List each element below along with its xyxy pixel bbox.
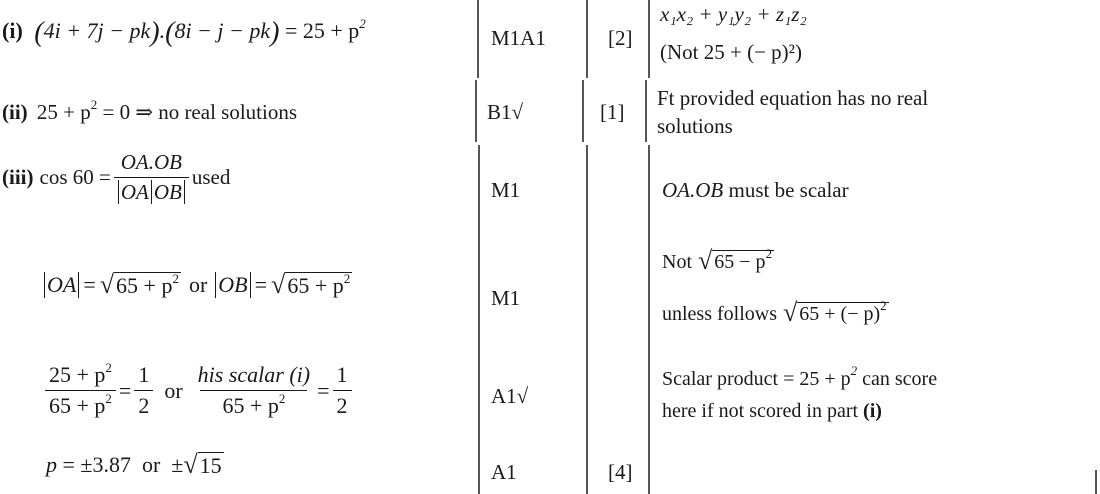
guidance-line-2: (Not 25 + (− p)²): [660, 40, 802, 64]
guidance-line-1: Scalar product = $25 + p^2$ can score: [662, 363, 938, 390]
mark-cell: M1: [491, 178, 521, 202]
fraction: $\frac{\text{his scalar (i)}}{65 + p^2}$: [197, 362, 311, 418]
answer-row-ii: (ii) $25 + p^2 = 0$ ⇒ no real solutions: [2, 97, 298, 124]
column-divider: [586, 0, 588, 78]
total-cell: [1]: [600, 100, 625, 124]
answer-ratio: $\frac{25 + p^2}{65 + p^2}$ = $\frac{1}{2}$ or $\frac{\text{his scalar (i)}}{65 + p^2}$ = $\frac{1}{2}$: [42, 362, 355, 419]
guidance-line-1: OA.OB must be scalar: [662, 178, 849, 202]
column-divider: [478, 145, 480, 494]
column-divider: [586, 145, 588, 494]
mark-cell: M1: [491, 286, 521, 310]
answer-final: p = ±3.87 or ± √ 15: [46, 450, 222, 480]
guidance-line-1: Ft provided equation has no real: [657, 86, 929, 110]
answer-expression: (4i + 7j − pk).(8i − j − pk): [34, 17, 280, 48]
guidance-line-2: here if not scored in part (i): [662, 400, 882, 422]
guidance-line-1: Not √ $65 - p^2$: [662, 246, 773, 275]
total-cell: [4]: [608, 460, 633, 484]
guidance-line-2: solutions: [657, 114, 733, 138]
part-label: (ii): [2, 100, 28, 124]
total-cell: [2]: [608, 26, 633, 50]
column-divider: [645, 80, 647, 142]
sqrt-expression: √ $65 + p^2$: [99, 270, 179, 300]
cosine-fraction: $\frac{OA.OB}{\text{OA OB}}$: [114, 150, 189, 205]
column-divider: [648, 0, 650, 78]
right-edge-line: [1095, 470, 1097, 494]
sqrt-expression: √ $65 + p^2$: [271, 270, 351, 300]
mark-cell: B1√: [487, 100, 524, 124]
fraction-half: $\frac{1}{2}$: [333, 362, 352, 419]
answer-magnitudes: OA = √ $65 + p^2$ or OB = √ $65 + p^2$: [44, 272, 352, 298]
guidance-line-2: unless follows √ 65 + (− p)$^2$: [662, 298, 887, 327]
answer-row-i: (i) $(4i + 7j - pk).(8i - j - pk) = 25 + p^2$: [2, 16, 366, 48]
answer-row-iii: (iii) cos 60 = $\frac{OA.OB}{\text{OA OB}}$ used: [2, 150, 231, 204]
column-divider: [477, 0, 479, 78]
guidance-line-1: x₁x₂ + y₁y₂ + z₁z₂: [660, 2, 807, 26]
mark-cell: A1√: [491, 384, 529, 408]
part-label: (iii): [2, 165, 34, 189]
column-divider: [582, 80, 584, 142]
part-label: (i): [2, 18, 23, 43]
fraction-half: $\frac{1}{2}$: [134, 362, 153, 419]
mark-cell: A1: [491, 460, 517, 484]
column-divider: [475, 80, 477, 142]
fraction: $\frac{25 + p^2}{65 + p^2}$: [45, 362, 116, 419]
column-divider: [648, 145, 650, 494]
mark-cell: M1A1: [491, 26, 546, 50]
